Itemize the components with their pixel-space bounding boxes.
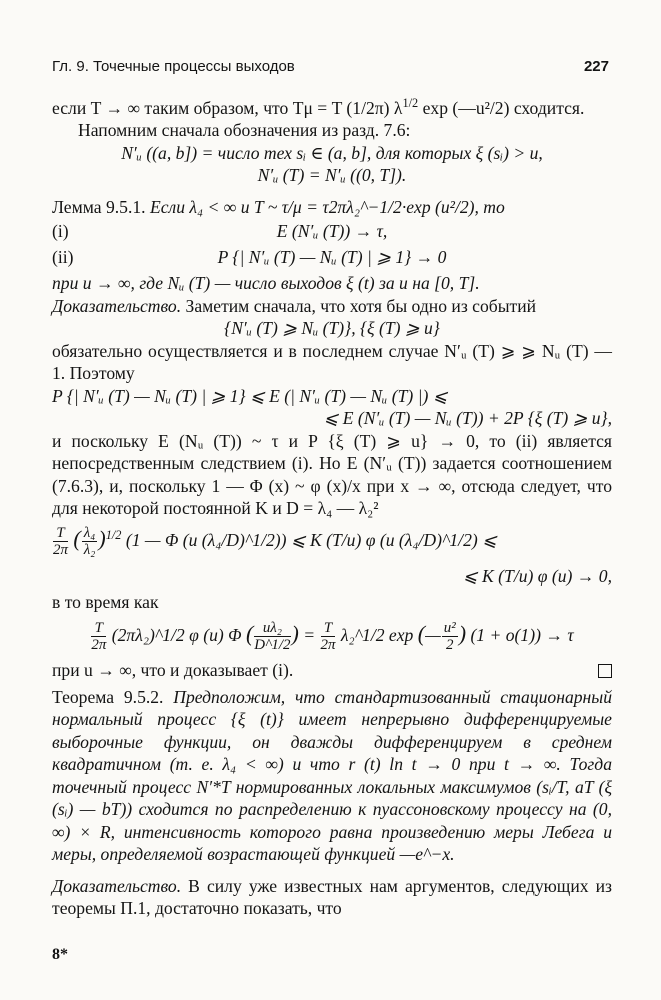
page-number: 227 xyxy=(583,58,609,75)
lemma-item-ii: (ii) P {| N′ᵤ (T) — Nᵤ (T) | ⩾ 1} → 0 xyxy=(52,247,447,268)
equation-7: ⩽ K (T/u) φ (u) → 0, xyxy=(462,565,612,586)
proof-2: Доказательство. В силу уже известных нам аргументов, следующих из теоремы П.1, достаточно показать, что xyxy=(52,875,612,919)
theorem-statement: Теорема 9.5.2. Предположим, что стандартизованный стационарный нормальный процесс {ξ (t)} имеет непрерывно дифференцируемые выборочные функции, он дважды дифференцируем в среднем квадратичном (т. е. λ₄ < ∞) и что r (t) ln t → 0 при t → ∞. Тогда точечный процесс N′*T нормированных локальных максимумов (sᵢ/T, aT (ξ (sᵢ) — bT)) сходится по распределению к пуассоновскому процессу на (0, ∞) × R, интенсивность которого равна произведению меры Лебега и меры, определяемой возрастающей функцией —e^−x. xyxy=(52,686,612,865)
page-body xyxy=(52,92,612,920)
proof-1: Доказательство. Заметим сначала, что хотя бы одно из событий xyxy=(52,295,537,316)
equation-6: $\frac{T}{2\pi}$ ( $\frac{\text{λ₄}}{\text{λ₂}}$ )$^{1/2}$ (1 — Φ (u (λ₄/D)^1/2)) ⩽ K (T/u) φ (u (λ₄/D)^1/2) ⩽ xyxy=(53,524,497,559)
equation-5: ⩽ E (N′ᵤ (T) — Nᵤ (T)) + 2P {ξ (T) ⩾ u}, xyxy=(323,408,612,429)
paragraph-4: и поскольку E (Nᵤ (T)) ~ τ и P {ξ (T) ⩾ u} → 0, то (ii) является непосредственным следствием (i). Но E (N′ᵤ (T)) задается соотношением (7.6.3), и, поскольку 1 — Φ (x) ~ φ (x)/x при x → ∞, отсюда следует, что для некоторой постоянной K и D = λ₄ — λ₂² xyxy=(52,430,612,519)
lemma-tail: при u → ∞, где Nᵤ (T) — число выходов ξ (t) за u на [0, T]. xyxy=(52,273,480,294)
paragraph-2: Напомним сначала обозначения из разд. 7.6: xyxy=(78,120,411,141)
qed-box-icon xyxy=(598,664,612,678)
equation-8: $\frac{T}{2\pi}$ (2πλ₂)^1/2 φ (u) Φ ( $\frac{\text{uλ₂}}{D\^{}1/2}$ ) = $\frac{T}{2\pi}$ λ₂^1/2 exp (— $\frac{\text{u²}}{2}$ ) (1 + o(1)) → τ xyxy=(91,619,574,654)
paragraph-3: обязательно осуществляется и в последнем случае N′ᵤ (T) ⩾ ⩾ Nᵤ (T) — 1. Поэтому xyxy=(52,340,612,384)
lemma-statement: Лемма 9.5.1. Если λ₄ < ∞ и T ~ τ/μ = τ2πλ₂^−1/2·exp (u²/2), то xyxy=(52,196,505,217)
running-header xyxy=(52,58,609,82)
paragraph-5: в то время как xyxy=(52,592,159,613)
equation-3: {N′ᵤ (T) ⩾ Nᵤ (T)}, {ξ (T) ⩾ u} xyxy=(224,318,440,339)
paragraph-1: если T → ∞ таким образом, что Tμ = T (1/2π) $\lambda^{1/2}$ exp (—u²/2) сходится. xyxy=(52,96,585,118)
lemma-item-i: (i) E (N′ᵤ (T)) → τ, xyxy=(52,221,388,242)
theorem-title: Теорема 9.5.2. xyxy=(52,686,164,707)
signature-mark: 8* xyxy=(52,946,68,963)
paragraph-6: при u → ∞, что и доказывает (i). xyxy=(52,659,612,682)
chapter-title: Гл. 9. Точечные процессы выходов xyxy=(52,58,295,75)
lemma-title: Лемма 9.5.1. xyxy=(52,196,146,217)
equation-2: N′ᵤ (T) = N′ᵤ ((0, T]). xyxy=(257,165,407,186)
equation-1: N′ᵤ ((a, b]) = число тех sᵢ ∈ (a, b], для которых ξ (sᵢ) > u, xyxy=(121,142,543,163)
equation-4: P {| N′ᵤ (T) — Nᵤ (T) | ⩾ 1} ⩽ E (| N′ᵤ (T) — Nᵤ (T) |) ⩽ xyxy=(52,385,448,406)
